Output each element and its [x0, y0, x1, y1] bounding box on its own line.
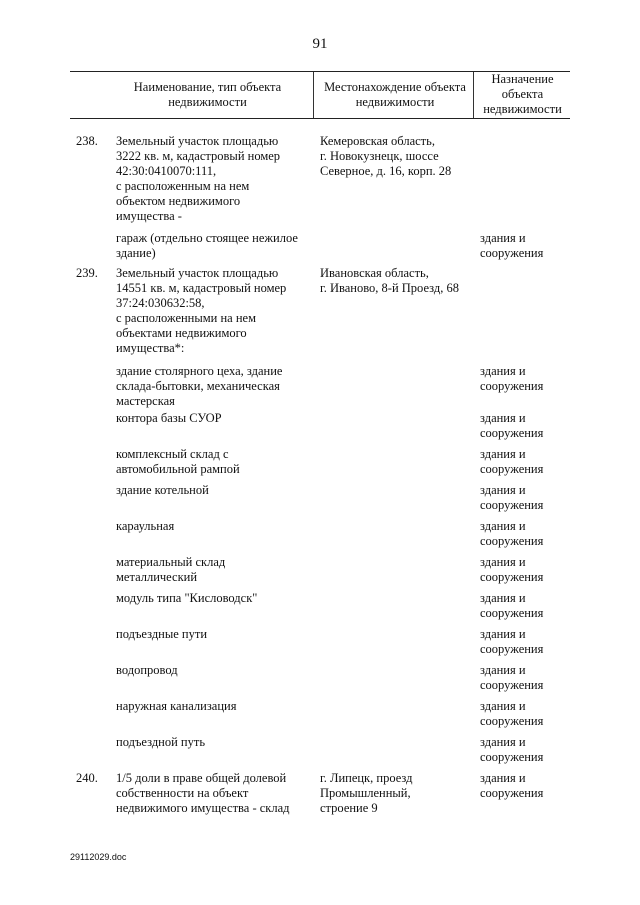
entry-location: г. Липецк, проезд Промышленный, строение 9 [320, 771, 413, 815]
entry-name: подъездной путь [116, 735, 206, 749]
entry-name: караульная [116, 519, 175, 533]
header-bottom-rule [70, 118, 570, 119]
entry-name: наружная канализация [116, 699, 237, 713]
header-name-column: Наименование, тип объекта недвижимости [133, 80, 282, 109]
entry-location: Ивановская область, г. Иваново, 8-й Проезд, 68 [320, 266, 459, 295]
entry-location: Кемеровская область, г. Новокузнецк, шоссе Северное, д. 16, корп. 28 [320, 134, 452, 178]
entry-name: контора базы СУОР [116, 411, 222, 425]
entry-name: гараж (отдельно стоящее нежилое здание) [116, 231, 298, 260]
entry-name: здание котельной [116, 483, 209, 497]
header-purpose-column: Назначение объекта недвижимости [483, 72, 562, 116]
entry-number: 239. [76, 266, 98, 280]
entry-purpose: здания и сооружения [480, 663, 544, 692]
entry-purpose: здания и сооружения [480, 699, 544, 728]
entry-purpose: здания и сооружения [480, 364, 544, 393]
entry-number: 240. [76, 771, 98, 785]
entry-name: 1/5 доли в праве общей долевой собственности на объект недвижимого имущества - склад [116, 771, 290, 815]
footer-filename: 29112029.doc [70, 852, 127, 862]
page-number: 91 [312, 36, 328, 52]
entry-purpose: здания и сооружения [480, 627, 544, 656]
entry-name: комплексный склад с автомобильной рампой [116, 447, 240, 476]
entry-name: модуль типа "Кисловодск" [116, 591, 258, 605]
entry-name: водопровод [116, 663, 178, 677]
entry-name: Земельный участок площадью 14551 кв. м, кадастровый номер 37:24:030632:58, с расположенными на нем объектами недвижимого имущества*: [116, 266, 287, 355]
entry-purpose: здания и сооружения [480, 519, 544, 548]
header-location-column: Местонахождение объекта недвижимости [324, 80, 466, 109]
header-divider [313, 72, 314, 118]
entry-purpose: здания и сооружения [480, 411, 544, 440]
entry-purpose: здания и сооружения [480, 735, 544, 764]
entry-purpose: здания и сооружения [480, 483, 544, 512]
entry-name: здание столярного цеха, здание склада-бытовки, механическая мастерская [116, 364, 283, 408]
entry-purpose: здания и сооружения [480, 771, 544, 800]
entry-purpose: здания и сооружения [480, 231, 544, 260]
entry-purpose: здания и сооружения [480, 447, 544, 476]
entry-number: 238. [76, 134, 98, 148]
entry-name: материальный склад металлический [116, 555, 226, 584]
entry-name: подъездные пути [116, 627, 208, 641]
header-divider [473, 72, 474, 118]
entry-purpose: здания и сооружения [480, 555, 544, 584]
entry-purpose: здания и сооружения [480, 591, 544, 620]
entry-name: Земельный участок площадью 3222 кв. м, кадастровый номер 42:30:0410070:111, с расположенным на нем объектом недвижимого имущества - [116, 134, 281, 223]
